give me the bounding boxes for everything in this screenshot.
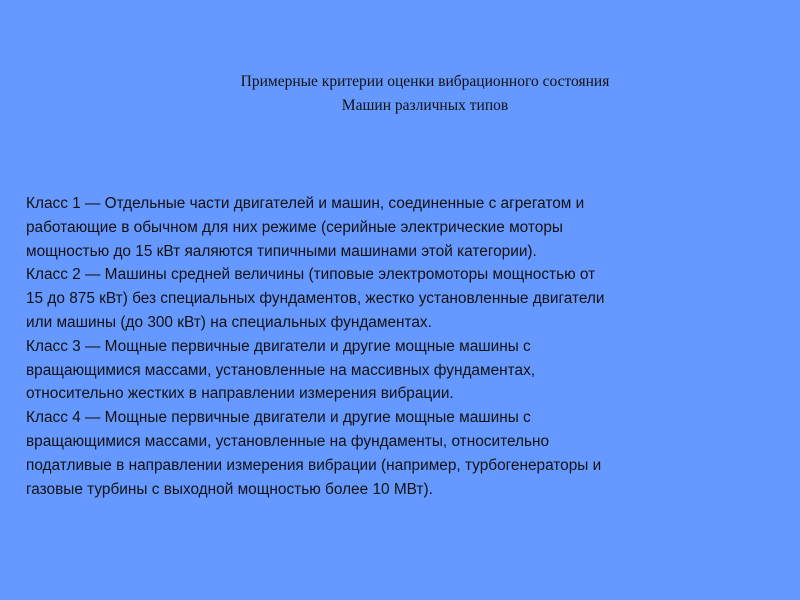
slide-title bbox=[110, 70, 740, 118]
class-2-line-1: Класс 2 — Машины средней величины (типовые электромоторы мощностью от bbox=[26, 266, 596, 284]
class-1-line-2: работающие в обычном для них режиме (серийные электрические моторы bbox=[26, 218, 563, 236]
class-2-line-2: 15 до 875 кВт) без специальных фундаментов, жестко установленные двигатели bbox=[26, 290, 605, 308]
class-4-line-3: податливые в направлении измерения вибрации (например, турбогенераторы и bbox=[26, 456, 602, 474]
class-3-paragraph bbox=[26, 335, 786, 406]
class-3-line-2: вращающимися массами, установленные на массивных фундаментах, bbox=[26, 361, 536, 379]
class-1-line-1: Класс 1 — Отдельные части двигателей и машин, соединенные с агрегатом и bbox=[26, 195, 585, 212]
slide-body bbox=[26, 192, 786, 501]
class-4-line-4: газовые турбины с выходной мощностью более 10 МВт). bbox=[26, 480, 433, 498]
class-1-line-3: мощностью до 15 кВт яаляются типичными машинами этой категории). bbox=[26, 242, 537, 260]
class-4-paragraph bbox=[26, 406, 786, 501]
slide-title-line-2: Машин различных типов bbox=[341, 97, 509, 114]
slide-title-line-1: Примерные критерии оценки вибрационного состояния bbox=[240, 73, 610, 90]
class-4-line-2: вращающимися массами, установленные на фундаменты, относительно bbox=[26, 432, 550, 450]
class-2-line-3: или машины (до 300 кВт) на специальных фундаментах. bbox=[26, 313, 432, 331]
class-4-line-1: Класс 4 — Мощные первичные двигатели и другие мощные машины с bbox=[26, 409, 531, 427]
class-1-paragraph bbox=[26, 192, 786, 263]
class-2-paragraph bbox=[26, 263, 786, 334]
class-3-line-1: Класс 3 — Мощные первичные двигатели и другие мощные машины с bbox=[26, 337, 531, 355]
class-3-line-3: относительно жестких в направлении измерения вибрации. bbox=[26, 385, 454, 403]
